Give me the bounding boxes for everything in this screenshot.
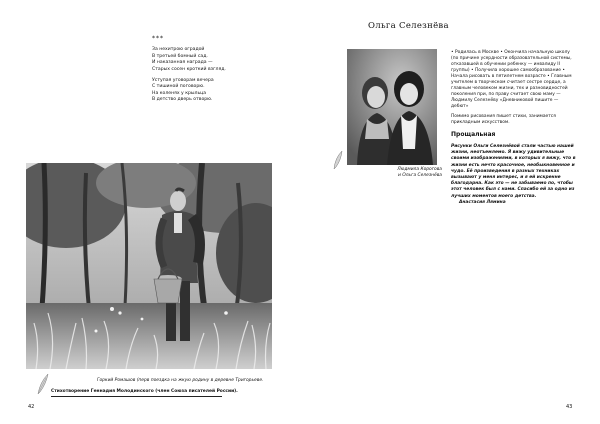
bio-paragraph: • Родилась в Москве • Окончила начальную школу (по причине усердности образовательной системы, отказавшей в обучении ребенку — инвалиду II группы) • Получила хорошее самообразование • Начала рисовать в пятилетнем возрасте • Главным учителем в творческом считает сестре сердце, а главным человеком жизни, тех и разновидностей поколения при, по праву считает свою маму — Людмилу Селезнёву «Дневниковой пишите — дебют» <box>451 50 572 109</box>
quill-icon <box>36 372 50 396</box>
footnote-underline <box>51 396 222 397</box>
poem-line: Старых сосен кроткий взгляд. <box>152 66 226 72</box>
quill-icon <box>332 149 344 171</box>
poem-line: За нехитрою оградой <box>152 47 205 53</box>
farewell-signature: Анастасия Лямина <box>459 199 506 205</box>
garden-photo <box>26 163 272 369</box>
poem-line: На коленях у крыльца <box>152 90 207 96</box>
footnote: Стихотворение Геннадия Молодинского (член Союза писателей России). <box>51 389 238 394</box>
poem-stars: *** <box>152 35 164 42</box>
farewell-body: Рисунки Ольги Селезнёвой стали частью нашей жизни, неотъемлемо. Я вижу удивительные своими изображениями, в которых я вижу, что в жизни есть нечто красочное, необыкновенное и чудо. Её произведения в разных техниках вызывают у меня интерес, и я ей искренне благодарна. Как это — не забываемо по, чтобы этот человек был с нами. Спасибо ей за одно из лучших моментов моего детства. <box>451 144 576 199</box>
poem-line: С тишиной поговорю. <box>152 84 205 90</box>
poem-line: И наказанная награда — <box>152 60 213 66</box>
section-heading: Прощальная <box>451 131 496 138</box>
farewell-text <box>451 144 577 206</box>
portrait-caption <box>382 167 442 179</box>
bio-paragraph: Помимо рисования пишет стихи, занимается прикладным искусством. <box>451 114 556 125</box>
page-title: Ольга Селезнёва <box>368 21 449 31</box>
poem <box>152 36 292 104</box>
poem-line: В детство дверь отворю. <box>152 97 213 103</box>
photo-caption: Горкий Ромашов (перв поездка на жкую родину в деревне Тригорьеве. <box>97 378 264 383</box>
biography <box>451 50 577 130</box>
page-number-left: 42 <box>28 404 35 410</box>
portrait-caption-line: и Ольга Селезнёва <box>398 173 442 178</box>
poem-line: Уступая уговорам вечера <box>152 78 214 84</box>
portrait-caption-line: Людмила Корогова <box>397 167 442 172</box>
portrait-photo <box>347 49 437 165</box>
poem-line: В третьей бомный сад. <box>152 53 208 59</box>
page-number-right: 43 <box>566 404 573 410</box>
